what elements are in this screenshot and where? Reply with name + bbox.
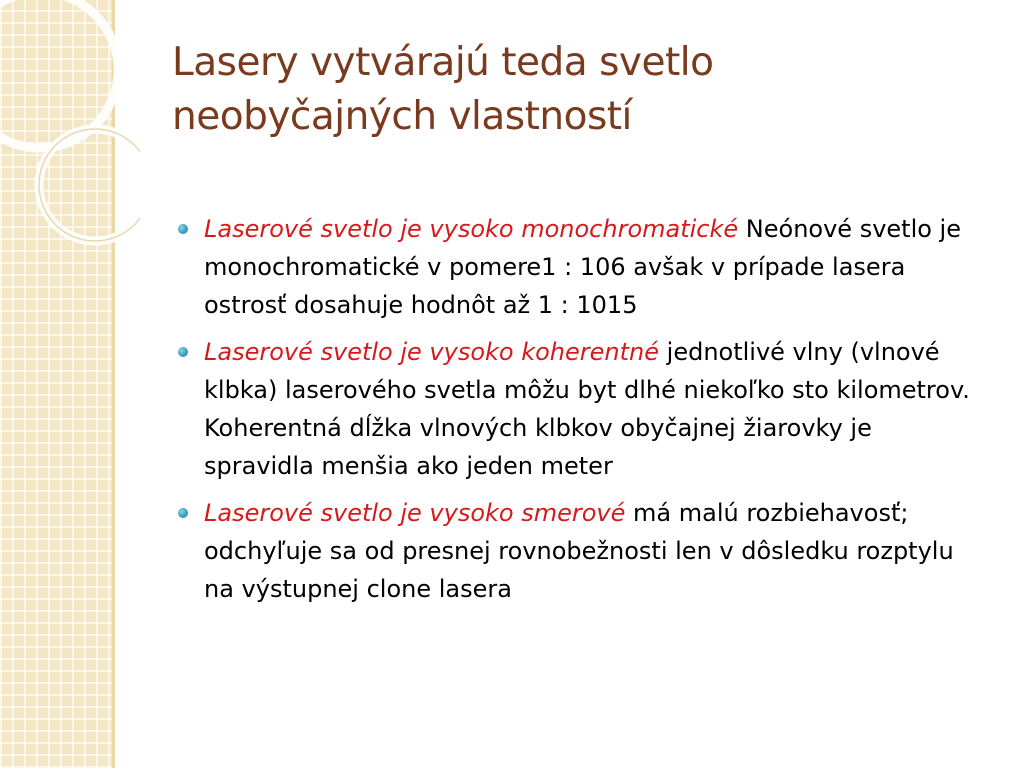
bullet-dot-icon (178, 224, 188, 234)
bullet-body-text: Neónové svetlo je monochromatické v pomere1 : 106 avšak v prípade lasera ostrosť dosahuje hodnôt až 1 : 1015 (204, 215, 961, 319)
bullet-lead-text: Laserové svetlo je vysoko smerové (204, 499, 626, 527)
bullet-item-coherent (178, 333, 978, 485)
bullet-lead-text: Laserové svetlo je vysoko monochromatické (204, 215, 739, 243)
bullet-body-text: jednotlivé vlny (vlnové klbka) laserového svetla môžu byt dlhé niekoľko sto kilometrov. Koherentná dĺžka vlnových klbkov obyčajnej žiarovky je spravidla menšia ako jeden meter (204, 338, 970, 480)
bullet-list (178, 210, 978, 617)
bullet-lead-text: Laserové svetlo je vysoko koherentné (204, 338, 660, 366)
bullet-dot-icon (178, 508, 188, 518)
slide-title: Lasery vytvárajú teda svetlo neobyčajných vlastností (172, 40, 714, 139)
bullet-item-directional (178, 494, 978, 608)
bullet-dot-icon (178, 347, 188, 357)
bullet-body-text: má malú rozbiehavosť; odchyľuje sa od presnej rovnobežnosti len v dôsledku rozptylu na výstupnej clone lasera (204, 499, 954, 603)
decorative-rings (0, 0, 140, 260)
bullet-item-monochromatic (178, 210, 978, 324)
